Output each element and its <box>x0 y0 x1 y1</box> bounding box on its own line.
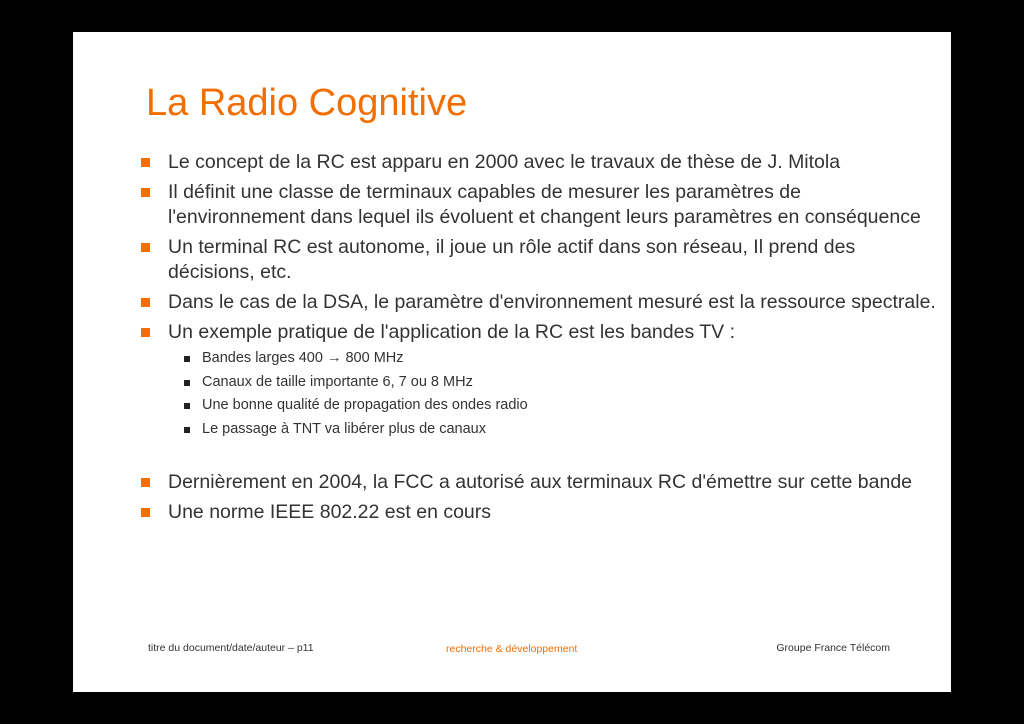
small-square-bullet-icon <box>184 356 190 362</box>
sub-bullet-text: Canaux de taille importante 6, 7 ou 8 MHz <box>202 373 473 390</box>
small-square-bullet-icon <box>184 427 190 433</box>
slide-title: La Radio Cognitive <box>146 82 468 124</box>
footer-department: recherche & développement <box>446 643 578 655</box>
bullet-text: Un terminal RC est autonome, il joue un rôle actif dans son réseau, Il prend des décisions, etc. <box>168 236 856 283</box>
bullet-text: Le concept de la RC est apparu en 2000 avec le travaux de thèse de J. Mitola <box>168 151 841 173</box>
bullet-item <box>73 235 951 285</box>
slide <box>73 32 951 692</box>
small-square-bullet-icon <box>184 403 190 409</box>
sub-bullet-item <box>168 418 943 442</box>
bullet-item <box>73 180 951 230</box>
footer-document-info: titre du document/date/auteur – p11 <box>148 642 314 654</box>
square-bullet-icon <box>141 508 150 517</box>
bullet-item <box>73 150 951 175</box>
sub-bullet-item <box>168 347 943 371</box>
sub-bullet-text: Une bonne qualité de propagation des ondes radio <box>202 397 528 413</box>
sub-bullet-list <box>168 347 943 441</box>
square-bullet-icon <box>141 188 150 197</box>
bullet-text: Il définit une classe de terminaux capables de mesurer les paramètres de l'environnement dans lequel ils évoluent et changent leurs paramètres en conséquence <box>168 181 921 228</box>
square-bullet-icon <box>141 243 150 252</box>
square-bullet-icon <box>141 328 150 337</box>
sub-bullet-text: Bandes larges 400 → 800 MHz <box>202 350 404 366</box>
bullet-item <box>73 320 951 441</box>
bullet-item <box>73 290 951 315</box>
bullet-list <box>73 150 951 525</box>
bullet-item <box>73 470 951 495</box>
square-bullet-icon <box>141 298 150 307</box>
bullet-text: Dernièrement en 2004, la FCC a autorisé aux terminaux RC d'émettre sur cette bande <box>168 471 913 493</box>
footer-company: Groupe France Télécom <box>776 642 890 654</box>
sub-bullet-item <box>168 394 943 418</box>
sub-bullet-item <box>168 371 943 395</box>
bullet-text: Dans le cas de la DSA, le paramètre d'environnement mesuré est la ressource spectrale. <box>168 291 936 313</box>
sub-bullet-text: Le passage à TNT va libérer plus de canaux <box>202 420 486 437</box>
small-square-bullet-icon <box>184 380 190 386</box>
bullet-item <box>73 500 951 525</box>
bullet-text: Un exemple pratique de l'application de la RC est les bandes TV : <box>168 321 736 343</box>
square-bullet-icon <box>141 478 150 487</box>
square-bullet-icon <box>141 158 150 167</box>
bullet-text: Une norme IEEE 802.22 est en cours <box>168 501 492 523</box>
